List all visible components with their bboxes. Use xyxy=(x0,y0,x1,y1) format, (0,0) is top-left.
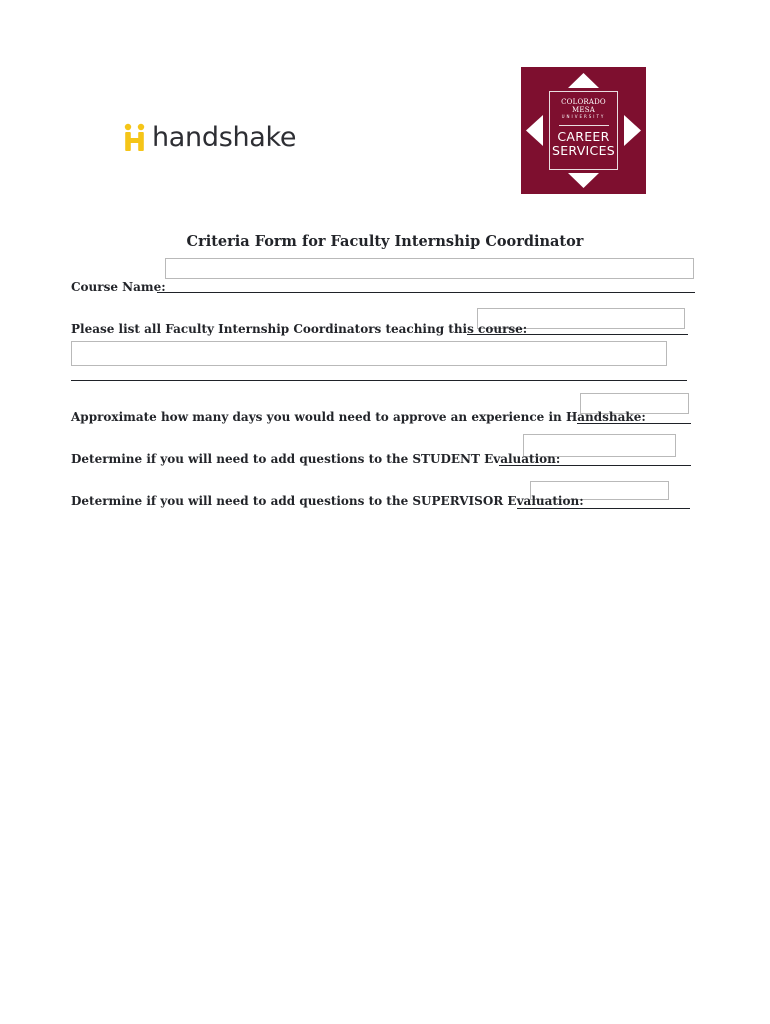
supervisor-eval-underline xyxy=(517,508,690,509)
career-label: CAREER xyxy=(557,129,610,144)
services-label: SERVICES xyxy=(551,143,616,158)
coordinators-field-line2[interactable] xyxy=(71,341,667,366)
approval-days-label: Approximate how many days you would need to approve an experience in Handshake: xyxy=(71,410,646,424)
supervisor-eval-label: Determine if you will need to add questions to the SUPERVISOR Evaluation: xyxy=(71,494,584,508)
course-name-underline xyxy=(157,292,695,293)
coordinators-underline-line2 xyxy=(71,380,687,381)
course-name-field[interactable] xyxy=(165,258,694,279)
student-eval-underline xyxy=(499,465,691,466)
approval-days-underline xyxy=(577,423,691,424)
student-eval-label: Determine if you will need to add questions to the STUDENT Evaluation: xyxy=(71,452,561,466)
handshake-wordmark: handshake xyxy=(152,122,297,153)
coordinators-label: Please list all Faculty Internship Coordinators teaching this course: xyxy=(71,322,528,336)
logo-divider xyxy=(559,125,609,126)
form-title: Criteria Form for Faculty Internship Coordinator xyxy=(186,233,584,250)
career-services-logo xyxy=(521,67,646,194)
coordinators-underline xyxy=(467,334,688,335)
handshake-logo xyxy=(122,120,296,156)
course-name-label: Course Name: xyxy=(71,280,166,294)
university-subtitle: UNIVERSITY xyxy=(561,114,606,119)
career-services-card xyxy=(549,91,618,170)
handshake-logo-icon xyxy=(122,123,150,153)
university-name: COLORADO MESA xyxy=(561,98,606,114)
